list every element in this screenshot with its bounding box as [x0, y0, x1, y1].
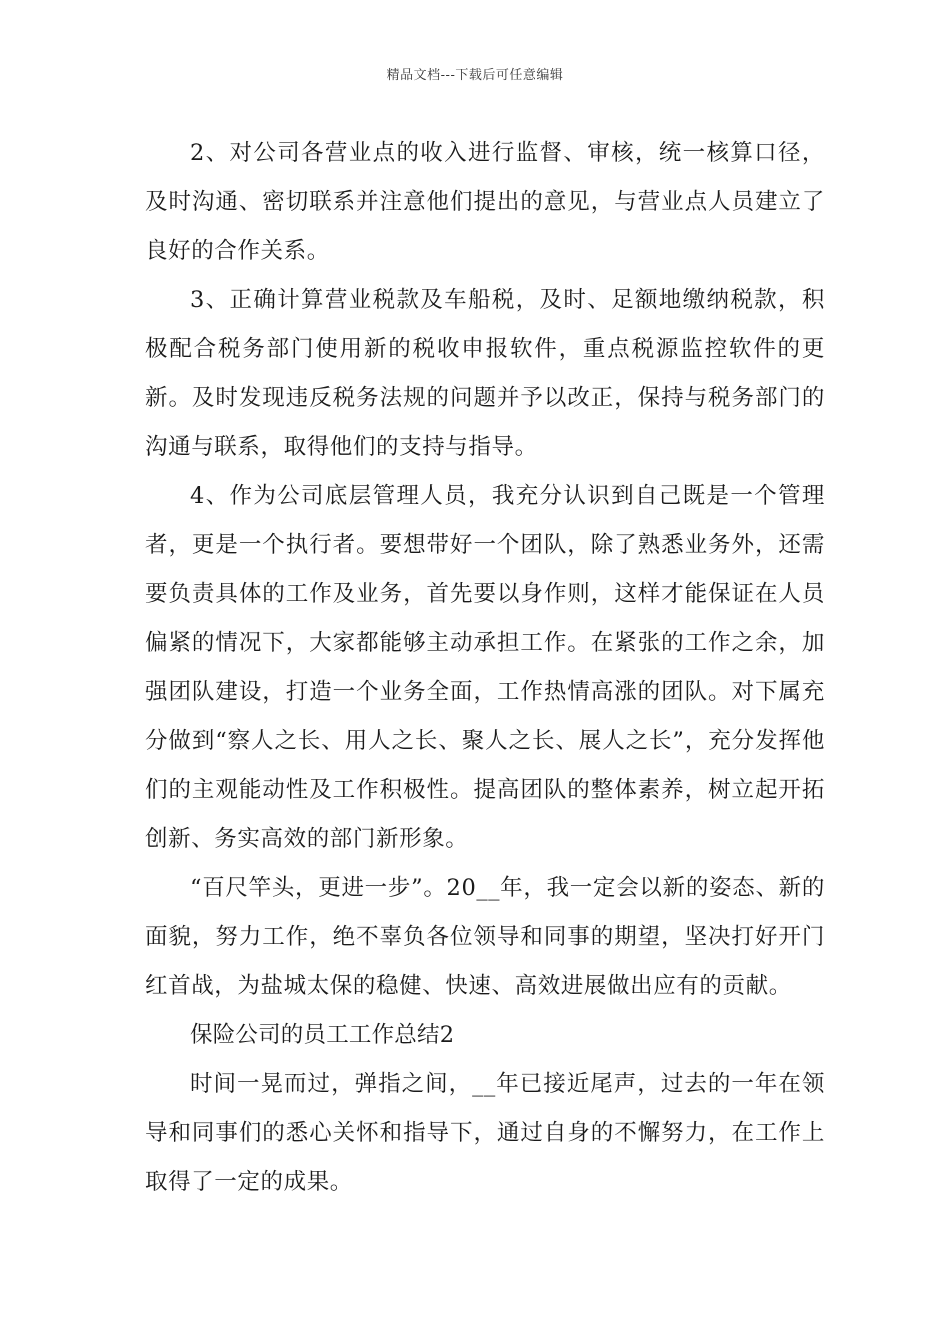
paragraph-intro-2: 时间一晃而过，弹指之间，__年已接近尾声，过去的一年在领导和同事们的悉心关怀和指导下，通过自身的不懈努力，在工作上取得了一定的成果。 [145, 1071, 825, 1195]
page-header: 精品文档---下载后可任意编辑 [386, 68, 564, 83]
paragraph-4: 4、作为公司底层管理人员，我充分认识到自己既是一个管理者，更是一个执行者。要想带好一个团队，除了熟悉业务外，还需要负责具体的工作及业务，首先要以身作则，这样才能保证在人员偏紧的情况下，大家都能够主动承担工作。在紧张的工作之余，加强团队建设，打造一个业务全面，工作热情高涨的团队。对下属充分做到“察人之长、用人之长、聚人之长、展人之长”，充分发挥他们的主观能动性及工作积极性。提高团队的整体素养，树立起开拓创新、务实高效的部门新形象。 [145, 483, 825, 852]
paragraph-2: 2、对公司各营业点的收入进行监督、审核，统一核算口径，及时沟通、密切联系并注意他们提出的意见，与营业点人员建立了良好的合作关系。 [145, 140, 825, 264]
paragraph-closing: “百尺竿头，更进一步”。20__年，我一定会以新的姿态、新的面貌，努力工作，绝不辜负各位领导和同事的期望，坚决打好开门红首战，为盐城太保的稳健、快速、高效进展做出应有的贡献。 [145, 875, 825, 999]
document-body [145, 129, 825, 1207]
section-heading: 保险公司的员工工作总结2 [190, 1022, 455, 1048]
paragraph-3: 3、正确计算营业税款及车船税，及时、足额地缴纳税款，积极配合税务部门使用新的税收申报软件，重点税源监控软件的更新。及时发现违反税务法规的问题并予以改正，保持与税务部门的沟通与联系，取得他们的支持与指导。 [145, 287, 825, 460]
